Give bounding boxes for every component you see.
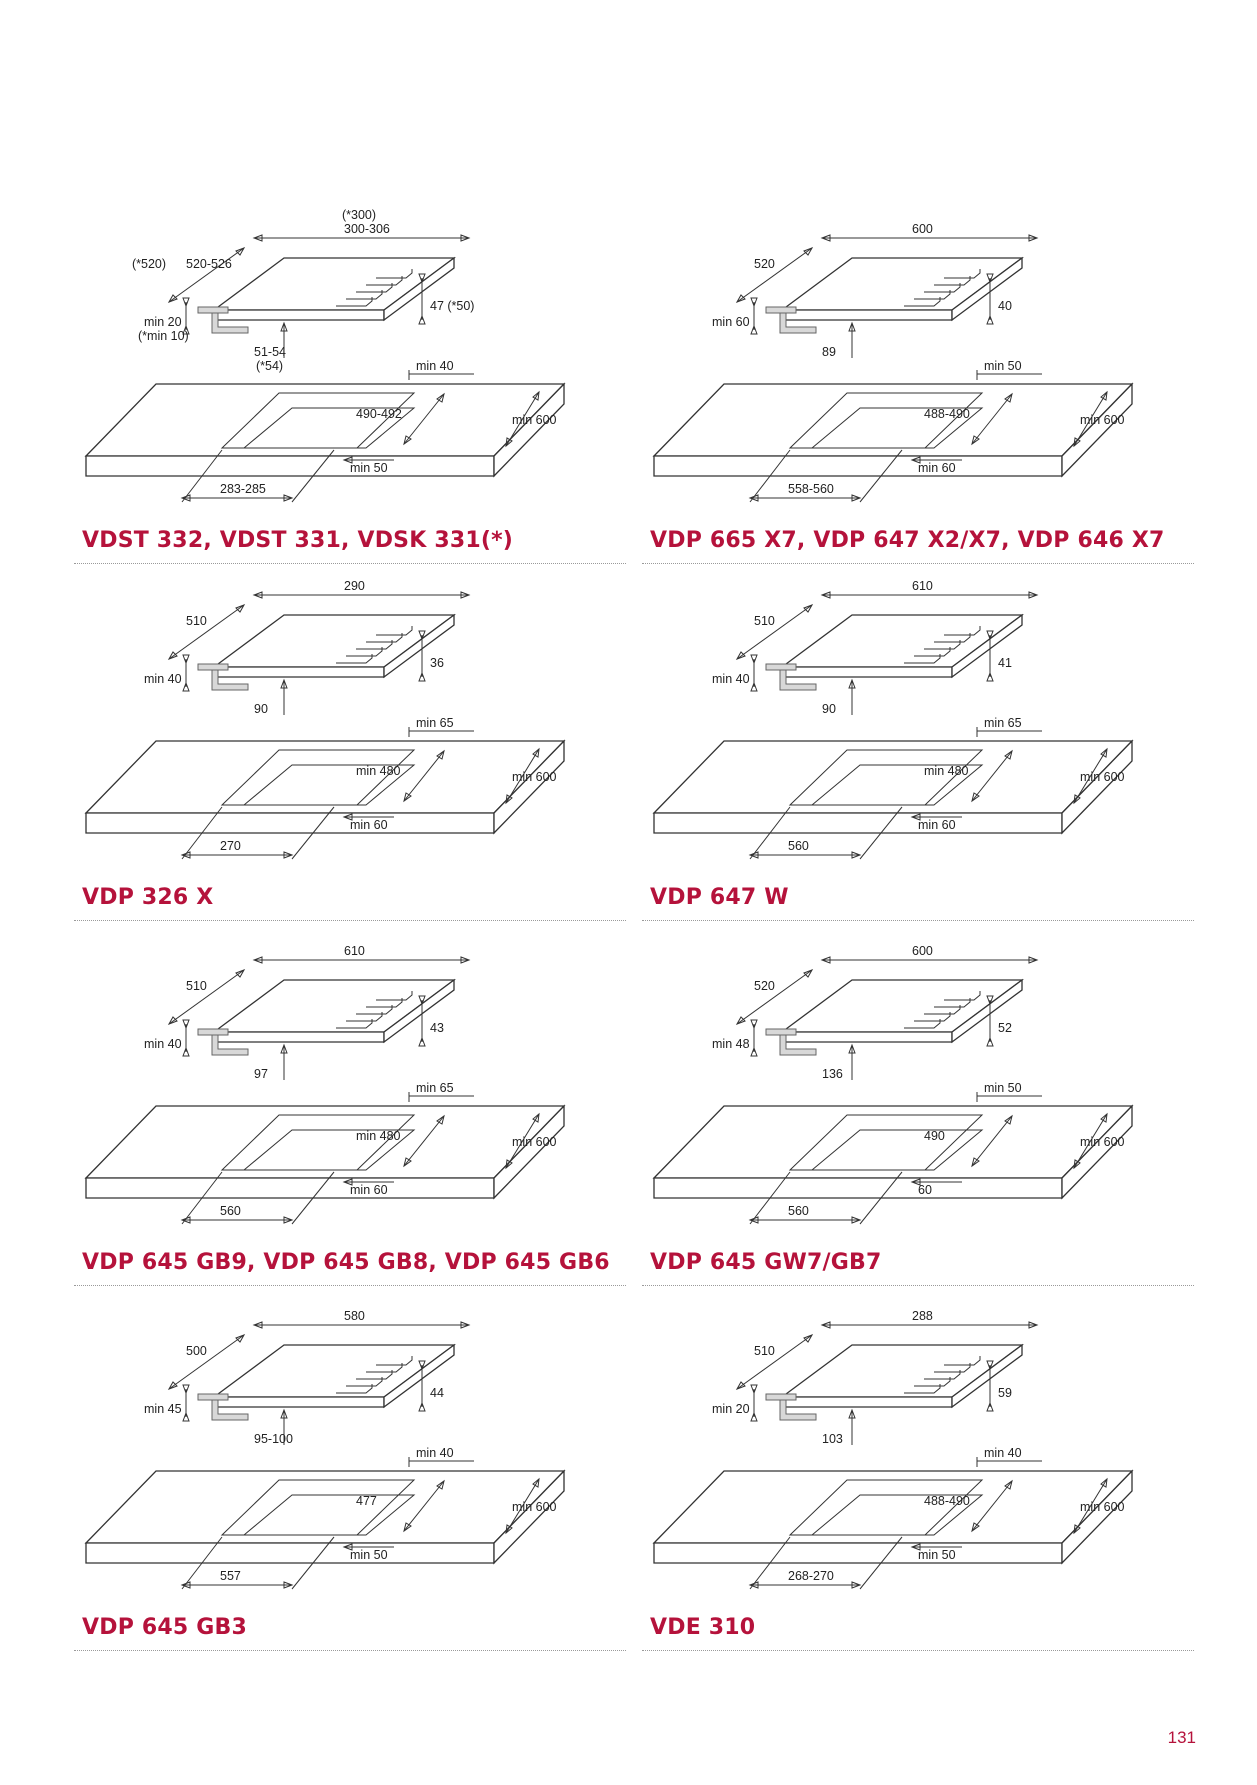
cutout-depth-label: 490-492: [356, 407, 402, 421]
cutout-back-label: min 40: [416, 359, 454, 373]
cutout-back-label: min 50: [984, 359, 1022, 373]
panel-title: VDP 326 X: [82, 885, 214, 910]
worktop-drawing: [86, 741, 564, 833]
hob-front-edge: [782, 667, 952, 677]
mount-bracket: [198, 1029, 228, 1035]
hob-under-label: 89: [822, 345, 836, 359]
cutout-width-label: 560: [788, 1204, 809, 1218]
worktop-surface: [654, 741, 1132, 813]
worktop-drawing: [86, 384, 564, 476]
hob-under-label: 51-54: [254, 345, 286, 359]
hob-clearance-label: min 20: [144, 315, 182, 329]
panel-title: VDP 645 GB3: [82, 1615, 247, 1640]
hob-clearance-label: min 40: [712, 672, 750, 686]
hob-under-label: 136: [822, 1067, 843, 1081]
hob-panel-8: [642, 1285, 1202, 1640]
worktop-front: [654, 1178, 1062, 1198]
worktop-surface: [86, 1106, 564, 1178]
hob-clearance-label: min 40: [144, 1037, 182, 1051]
mount-bracket: [198, 1394, 228, 1400]
hob-under-label: 95-100: [254, 1432, 293, 1446]
hob-under-label: 90: [254, 702, 268, 716]
worktop-surface: [654, 384, 1132, 456]
hob-depth-label: 510: [754, 1344, 775, 1358]
worktop-drawing: [654, 384, 1132, 476]
hob-height-label: 47 (*50): [430, 299, 475, 313]
hob-under-label: 90: [822, 702, 836, 716]
cutout-front-label: min 50: [918, 1548, 956, 1562]
cutout-front-label: min 60: [350, 1183, 388, 1197]
hob-panel-1: [74, 198, 634, 553]
cutout-width-label: 560: [220, 1204, 241, 1218]
hob-depth-label: 510: [754, 614, 775, 628]
hob-panel-2: [642, 198, 1202, 553]
installation-diagram: [642, 198, 1202, 528]
hob-panel-3: [74, 555, 634, 910]
panel-title: VDP 665 X7, VDP 647 X2/X7, VDP 646 X7: [650, 528, 1165, 553]
worktop-depth-label: min 600: [1080, 1500, 1125, 1514]
hob-under-alt-label: (*54): [256, 359, 284, 373]
worktop-front: [654, 813, 1062, 833]
cutout-front-label: 60: [918, 1183, 932, 1197]
installation-diagram: [642, 920, 1202, 1250]
cutout-depth-label: min 480: [924, 764, 969, 778]
worktop-depth-label: min 600: [1080, 413, 1125, 427]
hob-width-label: 600: [912, 222, 933, 236]
hob-drawing: [198, 1345, 454, 1420]
hob-height-label: 36: [430, 656, 444, 670]
cutout-depth-label: 488-490: [924, 1494, 970, 1508]
hob-panel-5: [74, 920, 634, 1275]
cutout-width-label: 560: [788, 839, 809, 853]
worktop-surface: [86, 384, 564, 456]
hob-height-label: 59: [998, 1386, 1012, 1400]
hob-width-label: 610: [912, 579, 933, 593]
hob-depth-label: 520: [754, 257, 775, 271]
cutout-back-label: min 65: [416, 716, 454, 730]
hob-clearance-label: min 45: [144, 1402, 182, 1416]
panel-separator: [74, 1650, 626, 1651]
panel-title: VDST 332, VDST 331, VDSK 331(*): [82, 528, 514, 553]
installation-diagram: [642, 555, 1202, 885]
worktop-front: [86, 456, 494, 476]
cutout-back-label: min 65: [416, 1081, 454, 1095]
cutout-width-label: 557: [220, 1569, 241, 1583]
installation-diagram: [74, 920, 634, 1250]
cutout-width-label: 283-285: [220, 482, 266, 496]
hob-under-label: 97: [254, 1067, 268, 1081]
worktop-drawing: [654, 1471, 1132, 1563]
hob-depth-alt-label: (*520): [132, 257, 167, 271]
hob-width-label: 290: [344, 579, 365, 593]
worktop-surface: [86, 1471, 564, 1543]
cutout-depth-label: min 480: [356, 1129, 401, 1143]
hob-clearance-alt-label: (*min 10): [138, 329, 189, 343]
worktop-surface: [654, 1471, 1132, 1543]
cutout-depth-label: 490: [924, 1129, 945, 1143]
hob-height-label: 44: [430, 1386, 444, 1400]
hob-drawing: [766, 1345, 1022, 1420]
hob-drawing: [198, 980, 454, 1055]
panel-title: VDP 647 W: [650, 885, 789, 910]
hob-depth-label: 520-526: [186, 257, 232, 271]
cutout-back-label: min 65: [984, 716, 1022, 730]
worktop-front: [654, 1543, 1062, 1563]
cutout-depth-label: 477: [356, 1494, 377, 1508]
cutout-front-label: min 50: [350, 461, 388, 475]
hob-clearance-label: min 48: [712, 1037, 750, 1051]
mount-bracket: [766, 664, 796, 670]
hob-clearance-label: min 20: [712, 1402, 750, 1416]
mount-bracket: [766, 1394, 796, 1400]
hob-panel-7: [74, 1285, 634, 1640]
cutout-width-label: 268-270: [788, 1569, 834, 1583]
panel-title: VDP 645 GW7/GB7: [650, 1250, 882, 1275]
worktop-front: [654, 456, 1062, 476]
hob-drawing: [766, 615, 1022, 690]
mount-bracket: [766, 1029, 796, 1035]
worktop-depth-label: min 600: [512, 1500, 557, 1514]
cutout-depth-label: 488-490: [924, 407, 970, 421]
installation-diagram: [74, 1285, 634, 1615]
cutout-front-label: min 60: [918, 461, 956, 475]
hob-depth-label: 500: [186, 1344, 207, 1358]
hob-depth-label: 510: [186, 614, 207, 628]
hob-height-label: 52: [998, 1021, 1012, 1035]
cutout-width-label: 558-560: [788, 482, 834, 496]
cutout-front-label: min 50: [350, 1548, 388, 1562]
hob-width-label: 600: [912, 944, 933, 958]
worktop-drawing: [654, 1106, 1132, 1198]
cutout-back-label: min 50: [984, 1081, 1022, 1095]
hob-drawing: [198, 615, 454, 690]
worktop-depth-label: min 600: [1080, 1135, 1125, 1149]
hob-under-label: 103: [822, 1432, 843, 1446]
hob-depth-label: 510: [186, 979, 207, 993]
worktop-surface: [86, 741, 564, 813]
cutout-width-label: 270: [220, 839, 241, 853]
hob-height-label: 43: [430, 1021, 444, 1035]
worktop-drawing: [86, 1106, 564, 1198]
cutout-front-label: min 60: [350, 818, 388, 832]
page-number: 131: [1167, 1728, 1196, 1747]
installation-diagram: [642, 1285, 1202, 1615]
worktop-depth-label: min 600: [512, 1135, 557, 1149]
worktop-front: [86, 1178, 494, 1198]
hob-width-alt-label: (*300): [342, 208, 377, 222]
worktop-front: [86, 1543, 494, 1563]
hob-drawing: [198, 258, 454, 333]
hob-front-edge: [214, 1397, 384, 1407]
mount-bracket: [766, 307, 796, 313]
hob-width-label: 288: [912, 1309, 933, 1323]
hob-depth-label: 520: [754, 979, 775, 993]
worktop-front: [86, 813, 494, 833]
hob-drawing: [766, 980, 1022, 1055]
hob-front-edge: [782, 310, 952, 320]
worktop-depth-label: min 600: [512, 413, 557, 427]
hob-clearance-label: min 40: [144, 672, 182, 686]
worktop-depth-label: min 600: [512, 770, 557, 784]
hob-front-edge: [214, 310, 384, 320]
hob-drawing: [766, 258, 1022, 333]
hob-panel-4: [642, 555, 1202, 910]
installation-diagram: [74, 555, 634, 885]
worktop-drawing: [86, 1471, 564, 1563]
mount-bracket: [198, 307, 228, 313]
hob-width-label: 610: [344, 944, 365, 958]
worktop-depth-label: min 600: [1080, 770, 1125, 784]
hob-front-edge: [782, 1397, 952, 1407]
panel-title: VDP 645 GB9, VDP 645 GB8, VDP 645 GB6: [82, 1250, 610, 1275]
worktop-drawing: [654, 741, 1132, 833]
panel-title: VDE 310: [650, 1615, 756, 1640]
mount-bracket: [198, 664, 228, 670]
cutout-front-label: min 60: [918, 818, 956, 832]
hob-width-label: 300-306: [344, 222, 390, 236]
hob-front-edge: [782, 1032, 952, 1042]
hob-height-label: 40: [998, 299, 1012, 313]
hob-front-edge: [214, 667, 384, 677]
cutout-back-label: min 40: [416, 1446, 454, 1460]
cutout-depth-label: min 480: [356, 764, 401, 778]
worktop-surface: [654, 1106, 1132, 1178]
installation-diagram: [74, 198, 634, 528]
cutout-back-label: min 40: [984, 1446, 1022, 1460]
panel-separator: [642, 1650, 1194, 1651]
hob-width-label: 580: [344, 1309, 365, 1323]
hob-panel-6: [642, 920, 1202, 1275]
hob-height-label: 41: [998, 656, 1012, 670]
hob-front-edge: [214, 1032, 384, 1042]
hob-clearance-label: min 60: [712, 315, 750, 329]
